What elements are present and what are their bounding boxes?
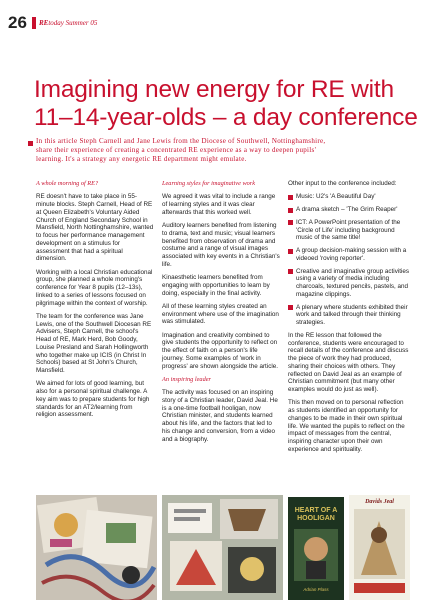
bullet-square-icon xyxy=(288,269,293,274)
list-item-text: A plenary where students exhibited their work and talked through their thinking strategies. xyxy=(296,303,408,326)
list-item xyxy=(288,206,410,214)
header-accent-bar xyxy=(32,17,36,29)
issue-label: Summer 05 xyxy=(65,19,98,27)
article-intro: In this article Steph Carnell and Jane Lewis from the Diocese of Southwell, Nottinghamshire, share their experience of creating a concentrated RE experience as a way to deepen pupils' learning. It's a strategy any energetic RE department might emulate. xyxy=(36,137,326,164)
book-author: Adrian Plass xyxy=(303,587,329,592)
column-3 xyxy=(288,180,410,459)
column-2 xyxy=(162,180,280,449)
paragraph: Kinaesthetic learners benefited from engaging with opportunities to learn by doing, especially in the final activity. xyxy=(162,274,270,297)
photo-student-artwork xyxy=(36,495,157,600)
paragraph: In the RE lesson that followed the conference, students were encouraged to recall details of the conference and discuss the piece of work they had produced, sharing their choices with others. They reflected on David Jeal as an example of Christian commitment (but many other examples would do just as well). xyxy=(288,331,409,393)
paragraph: This then moved on to personal reflection as students identified an opportunity for changes to be made in their own spiritual life. We wanted the pupils to reflect on the impact of messages from the central, inspiring character upon their own experience and spirituality. xyxy=(288,399,405,453)
book-title: Davids Jeal xyxy=(365,499,394,505)
book-title: HEART OF A HOOLIGAN xyxy=(294,507,338,522)
list-item-text: Creative and imaginative group activities using a variety of media including charcoals, textured pencils, pastels, and magazine clippings. xyxy=(296,267,410,298)
book-cover-davids-jeal xyxy=(349,495,410,600)
intro-marker xyxy=(28,141,33,146)
bullet-square-icon xyxy=(288,220,293,225)
paragraph: The team for the conference was Jane Lewis, one of the Southwell Diocesan RE Advisers, Steph Carnell, the school's Head of RE, Mark Herd, Bob Goody, Louise Presland and Sarah Hollingworth who together make up ICIS (in Christ In Schools) based at St John's Church, Mansfield. xyxy=(36,312,152,374)
magazine-name xyxy=(39,19,97,27)
input-list xyxy=(288,193,410,327)
bullet-square-icon xyxy=(288,305,293,310)
paragraph: RE doesn't have to take place in 55-minute blocks. Steph Carnell, Head of RE at Queen Elizabeth's Voluntary Aided Church of England Secondary School in Mansfield, North Nottinghamshire, wanted to focus her performance management development on a stimulus for assessment that had a spiritual dimension. xyxy=(36,193,154,263)
subhead-learning-styles: Learning styles for imaginative work xyxy=(162,180,256,187)
list-item-text: Music: U2's 'A Beautiful Day' xyxy=(296,193,376,201)
book-cover-heart-of-a-hooligan xyxy=(288,497,344,600)
list-item xyxy=(288,247,410,263)
magazine-name-re: RE xyxy=(39,19,49,27)
article-title: Imagining new energy for RE with 11–14-year-olds – a day conference xyxy=(34,76,418,131)
paragraph: Auditory learners benefited from listening to drama, text and music; visual learners benefited from observation of drama and costume and a range of visual images associated with key events in a Christian's life. xyxy=(162,222,280,268)
paragraph: We aimed for lots of good learning, but also for a personal spiritual challenge. A key aim was to prepare students for high standards for an AT2/learning from religion assessment. xyxy=(36,380,150,419)
bullet-square-icon xyxy=(288,249,293,254)
paragraph: Working with a local Christian educational group, she planned a whole morning's conference for Year 8 pupils (12–13s), linked to a series of lessons focused on pilgrimage within the context of worship. xyxy=(36,268,153,307)
subhead-inspiring-leader: An inspiring leader xyxy=(162,375,211,383)
list-item xyxy=(288,219,410,242)
paragraph: All of these learning styles created an environment where use of the imagination was stimulated. xyxy=(162,302,279,326)
subhead-whole-morning: A whole morning of RE? xyxy=(36,180,99,187)
list-item-text: A group decision-making session with a videoed 'roving reporter'. xyxy=(296,247,407,262)
photo-student-collage xyxy=(162,495,283,600)
column-1 xyxy=(36,180,154,425)
page-header xyxy=(0,0,428,40)
list-item xyxy=(288,268,410,299)
paragraph: Other input to the conference included: xyxy=(288,180,397,187)
paragraph: The activity was focused on an inspiring story of a Christian leader, David Jeal. He is a one-time football hooligan, now Christian minister, and students learned about his life, and the factors that led to his change and conversion, from a video and a biography. xyxy=(162,389,278,443)
paragraph: We agreed it was vital to include a range of learning styles and it was clear afterwards that this worked well. xyxy=(162,193,276,216)
magazine-name-today: today xyxy=(48,19,64,27)
list-item-text: ICT: A PowerPoint presentation of the 'Circle of Life' including background music of the same title! xyxy=(296,218,401,242)
collage-illustration xyxy=(162,495,283,600)
artwork-illustration xyxy=(36,495,157,600)
page-number: 26 xyxy=(8,13,27,32)
list-item xyxy=(288,304,410,327)
list-item-text: A drama sketch – 'The Grim Reaper' xyxy=(296,206,398,213)
bullet-square-icon xyxy=(288,208,293,213)
list-item xyxy=(288,193,410,201)
book-cover-art xyxy=(349,495,410,600)
bullet-square-icon xyxy=(288,195,293,200)
paragraph: Imagination and creativity combined to give students the opportunity to reflect on the effect of faith on a person's life journey. Some examples of 'work in progress' are shown alongside the article. xyxy=(162,331,279,370)
